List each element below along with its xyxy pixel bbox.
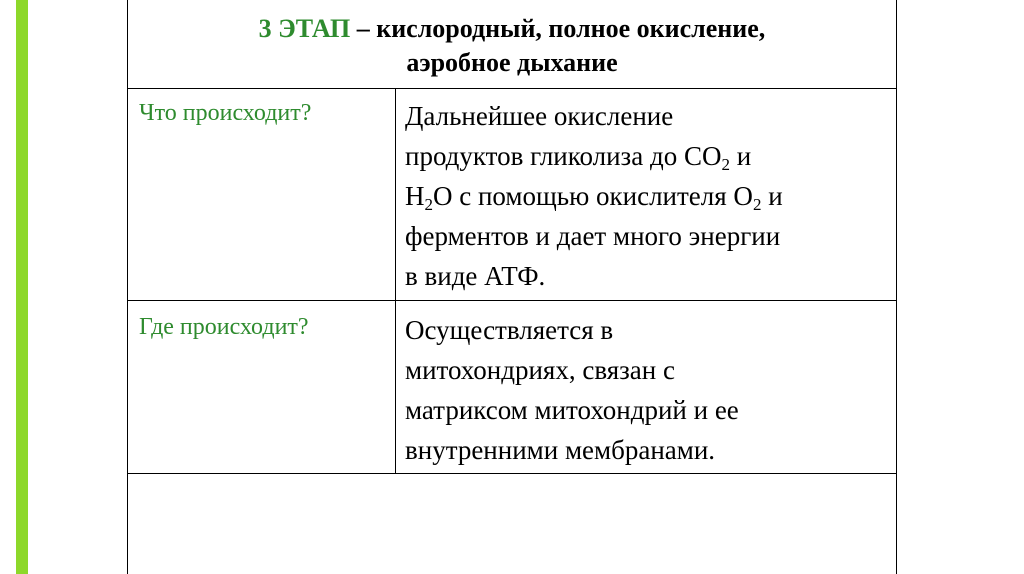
row-content-what: [395, 96, 897, 296]
subscript: 2: [752, 195, 762, 214]
content-line: внутренними мембранами.: [405, 435, 716, 465]
header-dash: –: [350, 14, 377, 43]
content-line: матриксом митохондрий и ее: [405, 395, 739, 425]
content-line: ферментов и дает много энергии: [405, 221, 781, 251]
table-header: [127, 0, 897, 88]
content-line: Дальнейшее окисление: [405, 101, 674, 131]
empty-row: [127, 474, 897, 574]
subscript: 2: [721, 155, 730, 174]
header-title-line-2: аэробное дыхание: [406, 48, 618, 77]
stage-table: [127, 0, 897, 574]
header-title-line-1: кислородный, полное окисление,: [376, 14, 766, 43]
content-line: в виде АТФ.: [405, 261, 546, 291]
subscript: 2: [424, 195, 433, 214]
text-run: и: [761, 181, 783, 211]
text-run: продуктов гликолиза до СО: [405, 141, 722, 171]
accent-bar: [16, 0, 28, 574]
row-label-where: Где происходит?: [139, 314, 309, 340]
content-line: [405, 176, 889, 216]
stage-label: 3 ЭТАП: [258, 14, 351, 43]
text-run: и: [729, 141, 752, 171]
row-divider-1: [127, 300, 897, 301]
row-label-what: Что происходит?: [139, 100, 312, 126]
header-line-1: [127, 12, 897, 46]
text-run: Н: [405, 181, 425, 211]
row-divider-header: [127, 88, 897, 89]
row-content-where: [395, 310, 897, 470]
content-line: [405, 136, 889, 176]
content-line: митохондриях, связан с: [405, 355, 675, 385]
content-line: Осуществляется в: [405, 315, 614, 345]
text-run: О с помощью окислителя О: [433, 181, 753, 211]
